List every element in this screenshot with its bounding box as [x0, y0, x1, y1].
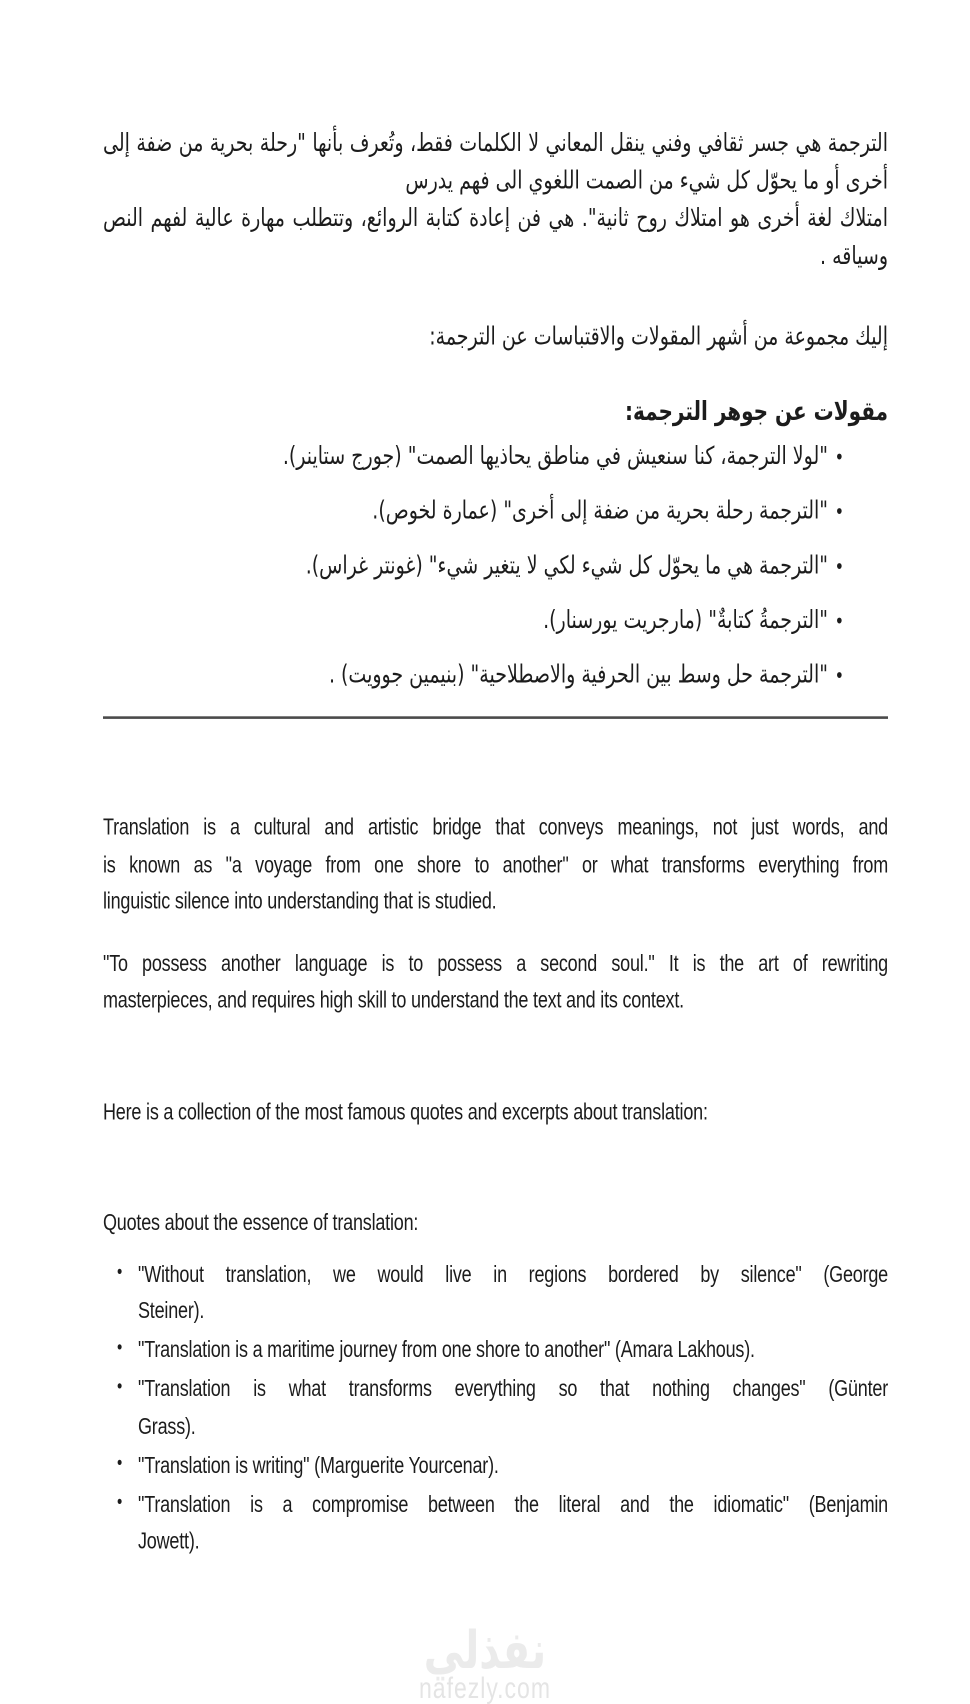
text-line: وسياقه . [820, 241, 888, 271]
text-line: linguistic silence into understanding that is studied. [103, 887, 497, 914]
text-line: الترجمة هي جسر ثقافي وفني ينقل المعاني لا الكلمات فقط، وتُعرف بأنها "رحلة بحرية من ضفة إلى [103, 128, 888, 158]
arabic-quote-item: • "الترجمة حل وسط بين الحرفية والاصطلاحية" (بنيمين جوويت) . [103, 657, 888, 695]
english-quotes-heading: Quotes about the essence of translation: [103, 1209, 419, 1235]
english-quote-item [103, 1255, 888, 1329]
arabic-quote-item: • "الترجمة هي ما يحوّل كل شيء لكي لا يتغير شيء" (غونتر غراس). [103, 547, 888, 585]
arabic-intro-paragraph-2 [103, 200, 888, 275]
text-line: امتلاك لغة أخرى هو امتلاك روح ثانية". هي فن إعادة كتابة الروائع، وتتطلب مهارة عالية لفهم النص [103, 204, 888, 233]
text-line: • "Translation is a compromise between the literal and the idiomatic" (Benjamin [138, 1490, 888, 1517]
english-paragraph-2 [103, 944, 888, 1018]
text-line: • "Without translation, we would live in regions bordered by silence" (George [138, 1260, 888, 1287]
text-line: Translation is a cultural and artistic bridge that conveys meanings, not just words, and [103, 813, 888, 840]
text-line: • "Translation is what transforms everything so that nothing changes" (Günter [138, 1375, 888, 1402]
section-divider [103, 716, 888, 719]
text-line: • "Translation is writing" (Marguerite Yourcenar). [138, 1451, 499, 1478]
nafezly-logo: نفذلي [423, 1621, 547, 1681]
english-quote-item [103, 1370, 888, 1444]
arabic-quote-item: • "لولا الترجمة، كنا سنعيش في مناطق يحاذيها الصمت" (جورج ستاينر). [103, 438, 888, 476]
text-line: Steiner). [138, 1297, 205, 1324]
english-paragraph-1 [103, 809, 888, 920]
arabic-quotes-heading: مقولات عن جوهر الترجمة: [624, 395, 888, 427]
english-quote-item [103, 1331, 888, 1368]
text-line: أخرى أو ما يحوّل كل شيء من الصمت اللغوي الى فهم يدرس [405, 166, 888, 195]
text-line: • "Translation is a maritime journey from one shore to another" (Amara Lakhous). [138, 1336, 755, 1363]
english-quote-item [103, 1446, 888, 1483]
text-line: masterpieces, and requires high skill to understand the text and its context. [103, 986, 684, 1013]
english-collection-intro: Here is a collection of the most famous quotes and excerpts about translation: [103, 1097, 708, 1124]
arabic-collection-intro: إليك مجموعة من أشهر المقولات والاقتباسات عن الترجمة: [429, 322, 888, 351]
watermark [0, 1621, 970, 1704]
english-quote-item [103, 1485, 888, 1559]
nafezly-url: nafezly.com [418, 1670, 551, 1704]
text-line: Grass). [138, 1412, 196, 1439]
text-line: Jowett). [138, 1527, 200, 1554]
text-line: is known as "a voyage from one shore to another" or what transforms everything from [103, 850, 888, 877]
arabic-intro-paragraph-1 [103, 125, 888, 200]
english-quotes-list [103, 1255, 888, 1559]
arabic-quote-item: • "الترجمةُ كتابةٌ" (مارجريت يورسنار). [103, 602, 888, 640]
text-line: "To possess another language is to possess a second soul." It is the art of rewriting [103, 949, 888, 976]
arabic-quotes-list [103, 438, 888, 694]
arabic-quote-item: • "الترجمة رحلة بحرية من ضفة إلى أخرى" (عمارة لخوص). [103, 493, 888, 531]
